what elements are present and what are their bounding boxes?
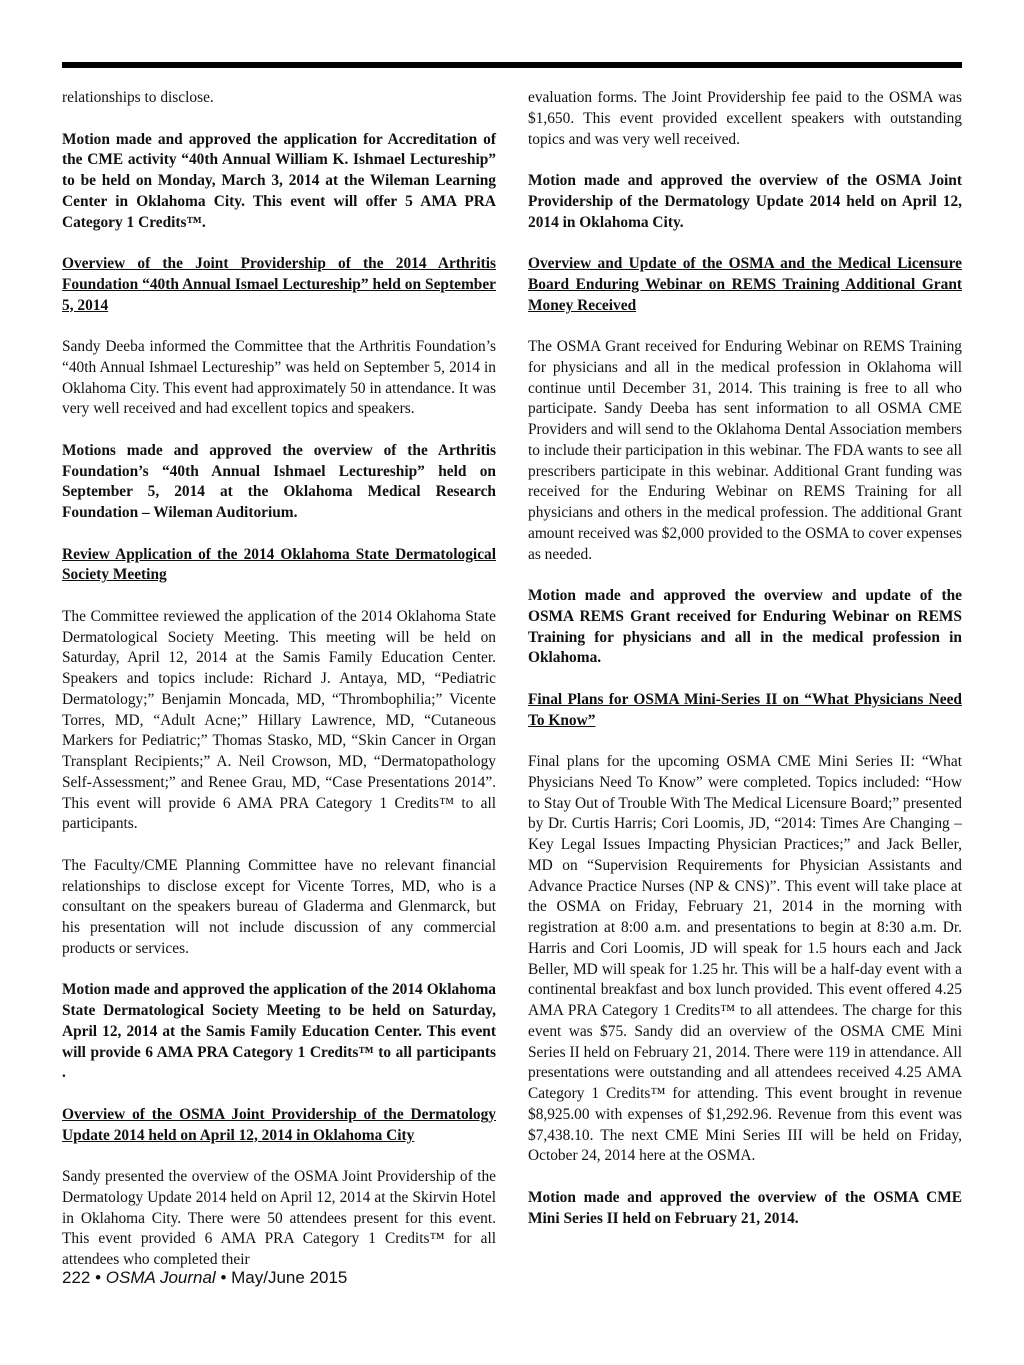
page-number: 222 — [62, 1268, 91, 1287]
body-paragraph: evaluation forms. The Joint Providership fee paid to the OSMA was $1,650. This event provided excellent speakers with outstanding topics and was very well received. — [528, 89, 962, 148]
body-paragraph: relationships to disclose. — [62, 89, 214, 106]
right-column — [528, 88, 962, 1229]
top-rule — [62, 62, 962, 68]
body-paragraph: The OSMA Grant received for Enduring Webinar on REMS Training for physicians and all in the medical profession in Oklahoma will continue until December 31, 2014. This training is free to all who participate. Sandy Deeba has sent information to all OSMA CME Providers and will send to the Oklahoma Dental Association members to include their participation in this webinar. The FDA wants to see all prescribers participate in this webinar. Additional Grant funding was received for the Enduring Webinar on REMS Training for all physicians and others in the medical profession. The additional Grant amount received was $2,000 provided to the OSMA to cover expenses as needed. — [528, 338, 962, 563]
journal-name: OSMA Journal — [105, 1268, 216, 1287]
motion-paragraph: Motion made and approved the overview of the OSMA CME Mini Series II held on February 21, 2014. — [528, 1188, 962, 1227]
section-heading: Overview and Update of the OSMA and the Medical Licensure Board Enduring Webinar on REMS Training Additional Grant Money Received — [528, 255, 962, 314]
page-footer — [62, 1268, 347, 1288]
body-paragraph: The Faculty/CME Planning Committee have no relevant financial relationships to disclose except for Vicente Torres, MD, who is a consultant on the speakers bureau of Gladerma and Glenmarck, but his presentation will not include discussion of any commercial products or services. — [62, 856, 496, 957]
section-heading: Final Plans for OSMA Mini-Series II on “What Physicians Need To Know” — [528, 690, 962, 729]
motion-paragraph: Motion made and approved the overview and update of the OSMA REMS Grant received for Enduring Webinar on REMS Training for physicians and all in the medical profession in Oklahoma. — [528, 587, 962, 667]
body-paragraph: Sandy Deeba informed the Committee that the Arthritis Foundation’s “40th Annual Ishmael Lectureship” was held on September 5, 2014 in Oklahoma City. This event had approximately 50 in attendance. It was very well received and had excellent topics and speakers. — [62, 338, 496, 418]
footer-separator: • — [95, 1268, 102, 1287]
motion-paragraph: Motion made and approved the overview of the OSMA Joint Providership of the Dermatology Update 2014 held on April 12, 2014 in Oklahoma City. — [528, 172, 962, 231]
left-column — [62, 88, 496, 1271]
motion-paragraph: Motion made and approved the application of the 2014 Oklahoma State Dermatological Society Meeting to be held on Saturday, April 12, 2014 at the Samis Family Education Center. This event will provide 6 AMA PRA Category 1 Credits™ to all participants . — [62, 981, 496, 1082]
body-paragraph: Final plans for the upcoming OSMA CME Mini Series II: “What Physicians Need To Know” were completed. Topics included: “How to Stay Out of Trouble With The Medical Licensure Board;” presented by Dr. Curtis Harris; Cori Loomis, JD, “2014: Times Are Changing – Key Legal Issues Impacting Physician Practices;” and Jack Beller, MD on “Supervision Requirements for Physician Assistants and Advance Practice Nurses (NP & CNS)”. This event will take place at the OSMA on Friday, February 21, 2014 in the morning with registration at 8:00 a.m. and presentations to begin at 8:30 a.m. Dr. Harris and Cori Loomis, JD will speak for 1.5 hours each and Jack Beller, MD will speak for 1.25 hr. This will be a half-day event with a continental breakfast and box lunch provided. This event offered 4.25 AMA PRA Category 1 Credits™ to all attendees. The charge for this event was $75. Sandy did an overview of the OSMA CME Mini Series II held on February 21, 2014. There were 119 in attendance. All presentations were outstanding and all attendees received 4.25 AMA Category 1 Credits™ for attending. This event brought in revenue $8,925.00 with expenses of $1,292.96. Revenue from this event was $7,438.10. The next CME Mini Series III will be held on Friday, October 24, 2014 here at the OSMA. — [528, 753, 962, 1165]
body-paragraph: Sandy presented the overview of the OSMA Joint Providership of the Dermatology Update 2014 held on April 12, 2014 at the Skirvin Hotel in Oklahoma City. There were 50 attendees present for this event. This event provided 6 AMA PRA Category 1 Credits™ for all attendees who completed their — [62, 1168, 496, 1268]
issue-date: May/June 2015 — [231, 1268, 348, 1287]
motion-paragraph: Motion made and approved the application for Accreditation of the CME activity “40th Annual William K. Ishmael Lectureship” to be held on Monday, March 3, 2014 at the Wileman Learning Center in Oklahoma City. This event will offer 5 AMA PRA Category 1 Credits™. — [62, 130, 496, 231]
motion-paragraph: Motions made and approved the overview of the Arthritis Foundation’s “40th Annual Ishmael Lectureship” held on September 5, 2014 at the Oklahoma Medical Research Foundation – Wileman Auditorium. — [62, 441, 496, 521]
section-heading: Overview of the Joint Providership of the 2014 Arthritis Foundation “40th Annual Ismael Lectureship” held on September 5, 2014 — [62, 255, 496, 314]
section-heading: Overview of the OSMA Joint Providership of the Dermatology Update 2014 held on April 12, 2014 in Oklahoma City — [62, 1105, 496, 1144]
footer-separator: • — [220, 1268, 227, 1287]
body-paragraph: The Committee reviewed the application of the 2014 Oklahoma State Dermatological Society Meeting. This meeting will be held on Saturday, April 12, 2014 at the Samis Family Education Center. Speakers and topics include: Richard J. Antaya, MD, “Pediatric Dermatology;” Benjamin Moncada, MD, “Thrombophilia;” Vicente Torres, MD, “Adult Acne;” Hillary Lawrence, MD, “Cutaneous Markers for Pediatric;” Thomas Stasko, MD, “Skin Cancer in Organ Transplant Recipients;” A. Neil Crowson, MD, “Dermatopathology Self-Assessment;” and Renee Grau, MD, “Case Presentations 2014”. This event will provide 6 AMA PRA Category 1 Credits™ to all participants. — [62, 607, 496, 833]
section-heading: Review Application of the 2014 Oklahoma State Dermatological Society Meeting — [62, 545, 496, 584]
